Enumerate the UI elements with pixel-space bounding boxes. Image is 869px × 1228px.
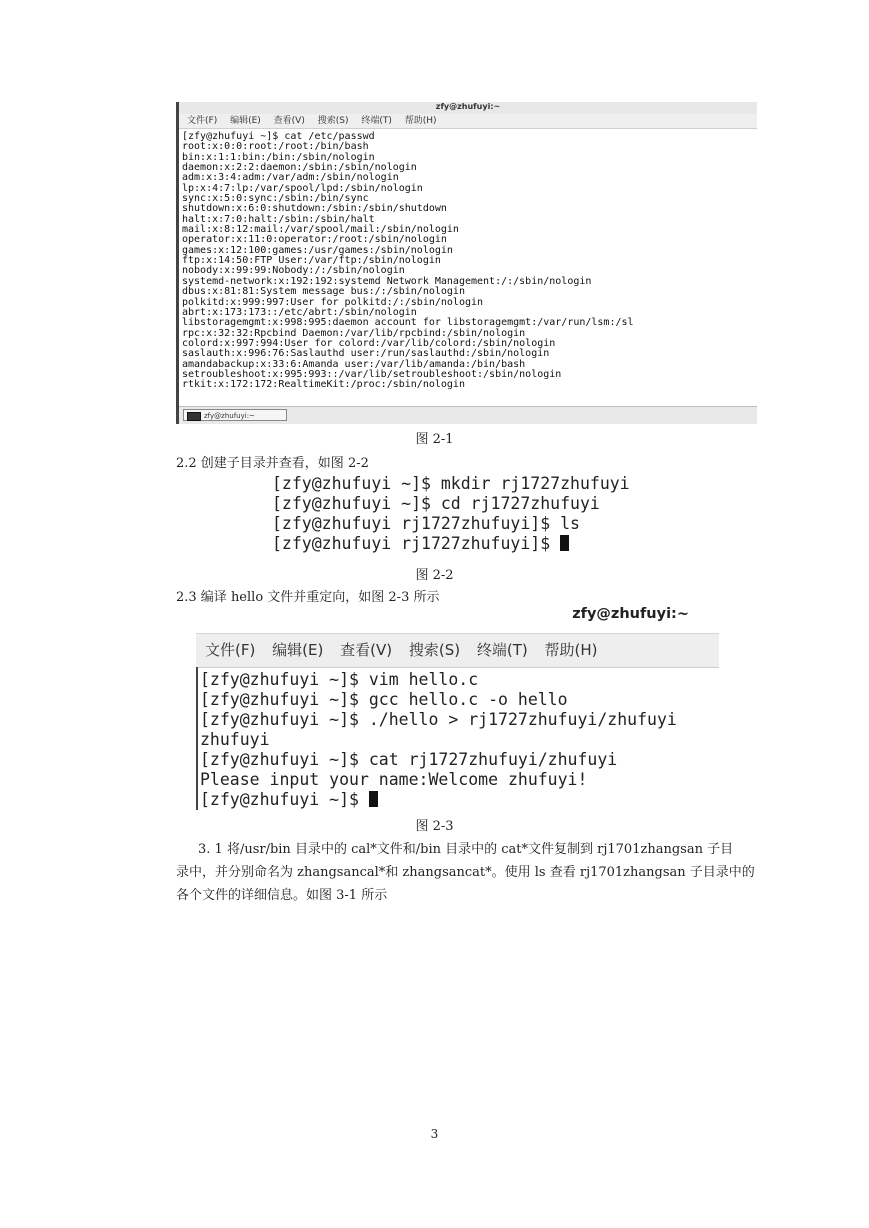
- terminal-line: ftp:x:14:50:FTP User:/var/ftp:/sbin/nologin: [182, 255, 441, 267]
- terminal-line: rpc:x:32:32:Rpcbind Daemon:/var/lib/rpcbind:/sbin/nologin: [182, 327, 526, 339]
- terminal-line: mail:x:8:12:mail:/var/spool/mail:/sbin/nologin: [182, 224, 459, 236]
- cursor-block: [369, 791, 378, 807]
- menu-help[interactable]: 帮助(H): [544, 641, 598, 659]
- menu-search[interactable]: 搜索(S): [408, 641, 461, 659]
- section-heading-2-3: 2.3 编译 hello 文件并重定向，如图 2-3 所示: [176, 590, 440, 605]
- menu-bar: [196, 633, 719, 668]
- window-title: zfy@zhufuyi:~: [572, 606, 689, 622]
- terminal-line: zhufuyi: [200, 730, 270, 749]
- terminal-line: rtkit:x:172:172:RealtimeKit:/proc:/sbin/nologin: [182, 379, 465, 391]
- terminal-icon: [187, 412, 201, 421]
- terminal-line: adm:x:3:4:adm:/var/adm:/sbin/nologin: [182, 172, 399, 184]
- terminal-line: [zfy@zhufuyi ~]$ cat /etc/passwd: [182, 131, 375, 142]
- menu-terminal[interactable]: 终端(T): [361, 116, 392, 126]
- terminal-screenshot-mkdir: [272, 474, 630, 554]
- menu-file[interactable]: 文件(F): [205, 641, 256, 659]
- window-title: zfy@zhufuyi:~: [179, 102, 757, 114]
- terminal-line: colord:x:997:994:User for colord:/var/lib/colord:/sbin/nologin: [182, 337, 556, 349]
- menu-view[interactable]: 查看(V): [273, 116, 305, 126]
- paragraph-3-1-line1: 3. 1 将/usr/bin 目录中的 cal*文件和/bin 目录中的 cat*文件复制到 rj1701zhangsan 子目: [198, 842, 734, 857]
- terminal-line: amandabackup:x:33:6:Amanda user:/var/lib/amanda:/bin/bash: [182, 358, 526, 370]
- terminal-prompt: [zfy@zhufuyi rj1727zhufuyi]$: [272, 534, 561, 553]
- terminal-line: operator:x:11:0:operator:/root:/sbin/nologin: [182, 234, 447, 246]
- terminal-line: [zfy@zhufuyi ~]$ gcc hello.c -o hello: [200, 690, 568, 709]
- terminal-prompt: [zfy@zhufuyi ~]$: [200, 790, 369, 809]
- terminal-screenshot-passwd: [176, 102, 757, 424]
- terminal-line: abrt:x:173:173::/etc/abrt:/sbin/nologin: [182, 306, 417, 318]
- terminal-line: shutdown:x:6:0:shutdown:/sbin:/sbin/shutdown: [182, 203, 447, 215]
- terminal-line: [zfy@zhufuyi rj1727zhufuyi]$ ls: [272, 514, 580, 533]
- terminal-line: bin:x:1:1:bin:/bin:/sbin/nologin: [182, 151, 375, 163]
- terminal-output: [179, 129, 757, 391]
- cursor-block: [560, 535, 569, 551]
- menu-edit[interactable]: 编辑(E): [230, 116, 261, 126]
- taskbar-window-tab[interactable]: [183, 409, 287, 421]
- terminal-line: saslauth:x:996:76:Saslauthd user:/run/saslauthd:/sbin/nologin: [182, 348, 550, 360]
- terminal-line: sync:x:5:0:sync:/sbin:/bin/sync: [182, 193, 369, 205]
- taskbar: [179, 406, 757, 424]
- terminal-line: halt:x:7:0:halt:/sbin:/sbin/halt: [182, 213, 375, 225]
- terminal-line: root:x:0:0:root:/root:/bin/bash: [182, 141, 369, 153]
- menu-file[interactable]: 文件(F): [187, 116, 218, 126]
- terminal-line: games:x:12:100:games:/usr/games:/sbin/nologin: [182, 244, 453, 256]
- menu-bar: [179, 114, 757, 129]
- figure-caption-2-3: 图 2-3: [415, 819, 454, 834]
- menu-search[interactable]: 搜索(S): [317, 116, 349, 126]
- terminal-line: [zfy@zhufuyi ~]$ ./hello > rj1727zhufuyi/zhufuyi: [200, 710, 677, 729]
- terminal-line: Please input your name:Welcome zhufuyi!: [200, 770, 588, 789]
- terminal-line: daemon:x:2:2:daemon:/sbin:/sbin/nologin: [182, 162, 417, 174]
- terminal-line: lp:x:4:7:lp:/var/spool/lpd:/sbin/nologin: [182, 182, 423, 194]
- terminal-line: [zfy@zhufuyi ~]$ cd rj1727zhufuyi: [272, 494, 600, 513]
- terminal-line: libstoragemgmt:x:998:995:daemon account for libstoragemgmt:/var/run/lsm:/sl: [182, 317, 634, 329]
- paragraph-3-1-line3: 各个文件的详细信息。如图 3-1 所示: [176, 888, 388, 903]
- terminal-line: [zfy@zhufuyi ~]$ vim hello.c: [200, 670, 479, 689]
- terminal-screenshot-hello: [196, 604, 719, 810]
- terminal-line: [272, 534, 630, 554]
- terminal-output: [200, 670, 677, 810]
- terminal-line: [200, 790, 677, 810]
- section-heading-2-2: 2.2 创建子目录并查看，如图 2-2: [176, 456, 369, 471]
- terminal-line: dbus:x:81:81:System message bus:/:/sbin/nologin: [182, 286, 465, 298]
- menu-help[interactable]: 帮助(H): [404, 116, 437, 126]
- window-border: [196, 667, 198, 810]
- figure-caption-2-2: 图 2-2: [415, 568, 454, 583]
- terminal-line: [zfy@zhufuyi ~]$ cat rj1727zhufuyi/zhufuyi: [200, 750, 618, 769]
- figure-caption-2-1: 图 2-1: [415, 432, 454, 447]
- terminal-line: [zfy@zhufuyi ~]$ mkdir rj1727zhufuyi: [272, 474, 630, 493]
- terminal-line: setroubleshoot:x:995:993::/var/lib/setroubleshoot:/sbin/nologin: [182, 368, 562, 380]
- paragraph-3-1-line2: 录中，并分别命名为 zhangsancal*和 zhangsancat*。使用 ls 查看 rj1701zhangsan 子目录中的: [176, 865, 755, 880]
- menu-terminal[interactable]: 终端(T): [476, 641, 528, 659]
- terminal-line: systemd-network:x:192:192:systemd Network Management:/:/sbin/nologin: [182, 275, 592, 287]
- menu-edit[interactable]: 编辑(E): [272, 641, 324, 659]
- taskbar-tab-label: zfy@zhufuyi:~: [204, 412, 255, 420]
- menu-view[interactable]: 查看(V): [340, 641, 393, 659]
- terminal-line: nobody:x:99:99:Nobody:/:/sbin/nologin: [182, 265, 405, 277]
- terminal-line: polkitd:x:999:997:User for polkitd:/:/sbin/nologin: [182, 296, 484, 308]
- page-number: 3: [430, 1127, 439, 1141]
